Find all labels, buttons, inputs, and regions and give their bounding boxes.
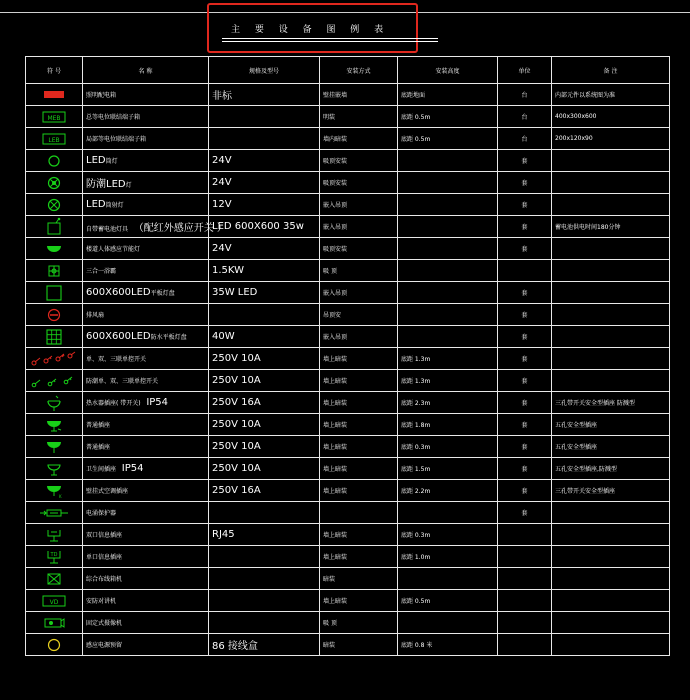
- device-remark: 五孔安全型插座: [552, 436, 670, 458]
- header-name: 名 称: [83, 57, 209, 84]
- device-remark: [552, 502, 670, 524]
- table-row: [26, 128, 670, 150]
- device-remark: [552, 370, 670, 392]
- header-row: [26, 57, 670, 84]
- device-name-text: 壁挂式空调插座: [86, 488, 129, 495]
- half-circle-icon: [26, 238, 83, 260]
- table-row: [26, 480, 670, 502]
- device-name-text: 防潮单、双、三联单控开关: [86, 378, 159, 385]
- device-spec-text: 12V: [212, 199, 232, 210]
- table-row: [26, 590, 670, 612]
- device-name-text: 单、双、三联单控开关: [86, 356, 147, 363]
- title-underline-double: [222, 41, 438, 42]
- device-mount: 吸顶安装: [320, 150, 398, 172]
- device-spec: [209, 370, 320, 392]
- device-unit: 台: [498, 84, 552, 106]
- device-mount: 暗装: [320, 634, 398, 656]
- device-name: [83, 194, 209, 216]
- device-spec: [209, 216, 320, 238]
- device-spec-text: 86 接线盒: [212, 641, 258, 652]
- device-mount: 吸 顶: [320, 260, 398, 282]
- device-unit: 套: [498, 304, 552, 326]
- device-spec-text: RJ45: [212, 529, 235, 540]
- device-height: [398, 216, 498, 238]
- device-name-text: 卫生间插座: [86, 466, 117, 473]
- device-spec: [209, 568, 320, 590]
- device-name: [83, 128, 209, 150]
- device-name-text: 600X600LED: [86, 331, 151, 342]
- device-spec: [209, 194, 320, 216]
- device-spec: [209, 524, 320, 546]
- svg-text:TD: TD: [50, 551, 58, 558]
- device-height: [398, 282, 498, 304]
- table-row: [26, 348, 670, 370]
- device-name-text: 自带蓄电池灯具: [86, 226, 129, 233]
- device-height: [398, 172, 498, 194]
- leb-box-icon: [26, 128, 83, 150]
- device-name-text: 热水器插座( 带开关): [86, 400, 141, 407]
- device-mount: 吸顶安装: [320, 172, 398, 194]
- device-name-suffix: 平板灯盘: [150, 290, 175, 297]
- device-spec: [209, 612, 320, 634]
- device-name-text: 600X600LED: [86, 287, 151, 298]
- device-name-text: 防潮LED: [86, 179, 126, 190]
- device-name-text: 楼道人体感应节能灯: [86, 246, 141, 253]
- device-mount: 暗装: [320, 568, 398, 590]
- circle-icon: [26, 150, 83, 172]
- title-underline: [222, 38, 438, 39]
- device-spec: [209, 348, 320, 370]
- device-mount: 吸顶安装: [320, 238, 398, 260]
- device-unit: 套: [498, 370, 552, 392]
- switch-green-icon: [26, 370, 83, 392]
- circle-x-icon: [26, 194, 83, 216]
- device-remark: [552, 524, 670, 546]
- device-spec-text: LED 600X600 35w: [212, 221, 304, 232]
- device-spec-text: 40W: [212, 331, 235, 342]
- device-name: [83, 238, 209, 260]
- table-row: [26, 370, 670, 392]
- table-row: [26, 194, 670, 216]
- device-spec: [209, 436, 320, 458]
- device-name: [83, 84, 209, 106]
- device-name: [83, 172, 209, 194]
- device-name-extra: IP54: [121, 463, 144, 474]
- device-mount: 墙上暗装: [320, 392, 398, 414]
- device-spec: [209, 634, 320, 656]
- device-remark: 400x300x600: [552, 106, 670, 128]
- device-remark: [552, 194, 670, 216]
- device-spec: [209, 106, 320, 128]
- device-unit: 套: [498, 216, 552, 238]
- device-unit: [498, 590, 552, 612]
- device-unit: [498, 260, 552, 282]
- device-spec: [209, 326, 320, 348]
- device-unit: 套: [498, 348, 552, 370]
- device-unit: 套: [498, 150, 552, 172]
- device-name-text: 单口信息插座: [86, 554, 123, 561]
- device-spec: [209, 172, 320, 194]
- device-name: [83, 326, 209, 348]
- device-mount: 墙上暗装: [320, 546, 398, 568]
- device-spec: [209, 238, 320, 260]
- device-mount: 壁挂嵌墙: [320, 84, 398, 106]
- device-name-text: LED: [86, 155, 106, 166]
- device-unit: 套: [498, 282, 552, 304]
- device-spec: [209, 502, 320, 524]
- svg-text:MEB: MEB: [47, 114, 61, 122]
- device-spec: [209, 260, 320, 282]
- device-remark: [552, 172, 670, 194]
- header-height: 安装高度: [398, 57, 498, 84]
- device-height: [398, 304, 498, 326]
- device-name-text: 普通插座: [86, 444, 111, 451]
- device-remark: 200x120x90: [552, 128, 670, 150]
- device-unit: 套: [498, 172, 552, 194]
- device-height: [398, 502, 498, 524]
- device-name-text: 安防对讲机: [86, 598, 117, 605]
- table-row: [26, 216, 670, 238]
- socket-outline-icon: [26, 458, 83, 480]
- table-row: [26, 106, 670, 128]
- table-row: [26, 282, 670, 304]
- device-spec-text: 1.5KW: [212, 265, 244, 276]
- device-mount: 墙上暗装: [320, 590, 398, 612]
- device-remark: [552, 238, 670, 260]
- device-name-suffix: 筒射灯: [105, 202, 124, 209]
- socket-icon: [26, 414, 83, 436]
- device-name-suffix: 筒灯: [105, 158, 118, 165]
- device-height: [398, 260, 498, 282]
- device-mount: 墙上暗装: [320, 458, 398, 480]
- device-height: [398, 150, 498, 172]
- header-unit: 单位: [498, 57, 552, 84]
- device-spec-text: 250V 10A: [212, 353, 261, 364]
- device-name: [83, 392, 209, 414]
- device-height: 底距 1.8m: [398, 414, 498, 436]
- device-name: [83, 634, 209, 656]
- device-name: [83, 458, 209, 480]
- device-height: 底距 0.3m: [398, 436, 498, 458]
- device-spec-text: 250V 16A: [212, 397, 261, 408]
- table-row: [26, 436, 670, 458]
- device-spec-text: 35W LED: [212, 287, 258, 298]
- socket-filled-icon: [26, 436, 83, 458]
- grid-panel-icon: [26, 326, 83, 348]
- device-spec-text: 250V 16A: [212, 485, 261, 496]
- device-spec-text: 250V 10A: [212, 375, 261, 386]
- device-name-text: 电涌保护器: [86, 510, 117, 517]
- device-unit: 套: [498, 480, 552, 502]
- device-spec-text: 24V: [212, 243, 232, 254]
- device-name: [83, 568, 209, 590]
- device-height: 底距 0.3m: [398, 524, 498, 546]
- table-row: [26, 260, 670, 282]
- device-unit: [498, 524, 552, 546]
- device-mount: 嵌入吊顶: [320, 282, 398, 304]
- device-remark: [552, 612, 670, 634]
- vd-box-icon: [26, 590, 83, 612]
- page-title: 主 要 设 备 图 例 表: [231, 25, 390, 35]
- device-height: 底距 2.3m: [398, 392, 498, 414]
- device-name: [83, 524, 209, 546]
- device-remark: 五孔安全型插座: [552, 414, 670, 436]
- table-row: [26, 568, 670, 590]
- device-spec: [209, 282, 320, 304]
- header-symbol: 符 号: [26, 57, 83, 84]
- device-unit: 套: [498, 414, 552, 436]
- device-name: [83, 436, 209, 458]
- device-name: [83, 348, 209, 370]
- device-mount: 墙上暗装: [320, 436, 398, 458]
- circle-x-dot-icon: [26, 172, 83, 194]
- device-spec-text: 24V: [212, 155, 232, 166]
- device-remark: 三孔带开关安全型插座: [552, 480, 670, 502]
- device-height: [398, 238, 498, 260]
- device-unit: 套: [498, 194, 552, 216]
- td-outlet-icon: [26, 546, 83, 568]
- device-unit: 套: [498, 392, 552, 414]
- socket-waterproof-icon: [26, 392, 83, 414]
- device-name: [83, 260, 209, 282]
- table-row: [26, 634, 670, 656]
- device-mount: 吸 顶: [320, 612, 398, 634]
- grid-box-icon: [26, 260, 83, 282]
- device-spec-text: 250V 10A: [212, 441, 261, 452]
- header-remark: 备 注: [552, 57, 670, 84]
- device-remark: [552, 348, 670, 370]
- device-remark: [552, 150, 670, 172]
- svg-text:LEB: LEB: [48, 136, 60, 144]
- device-spec: [209, 546, 320, 568]
- device-height: 底距 1.3m: [398, 370, 498, 392]
- device-remark: 内部元件以系统图为准: [552, 84, 670, 106]
- device-name-text: 总等电位联结端子箱: [86, 114, 141, 121]
- device-spec: [209, 84, 320, 106]
- table-row: [26, 150, 670, 172]
- red-bar-icon: [26, 84, 83, 106]
- data-outlet-icon: [26, 524, 83, 546]
- device-unit: 套: [498, 458, 552, 480]
- device-height: 底距 2.2m: [398, 480, 498, 502]
- device-spec: [209, 414, 320, 436]
- table-row: [26, 304, 670, 326]
- device-unit: [498, 634, 552, 656]
- device-name-suffix: 防水平板灯盘: [150, 334, 187, 341]
- device-height: 底距 0.5m: [398, 106, 498, 128]
- device-mount: 墙上暗装: [320, 370, 398, 392]
- device-height: 底距 1.5m: [398, 458, 498, 480]
- square-icon: [26, 282, 83, 304]
- protector-icon: [26, 502, 83, 524]
- device-remark: 三孔带开关安全型插座 防溅型: [552, 392, 670, 414]
- device-spec-text: 非标: [212, 91, 232, 102]
- device-name-text: 感应电源预留: [86, 642, 123, 649]
- table-row: [26, 502, 670, 524]
- device-spec: [209, 392, 320, 414]
- device-spec-text: 250V 10A: [212, 419, 261, 430]
- legend-table: [25, 56, 670, 656]
- device-mount: 墙上暗装: [320, 524, 398, 546]
- device-height: [398, 326, 498, 348]
- device-name: [83, 216, 227, 238]
- device-spec: [209, 304, 320, 326]
- device-name-text: 双口信息插座: [86, 532, 123, 539]
- device-name-text: 三合一浴霸: [86, 268, 117, 275]
- device-height: 底距 0.5m: [398, 128, 498, 150]
- svg-text:K: K: [59, 493, 62, 499]
- device-spec-text: 250V 10A: [212, 463, 261, 474]
- device-height: [398, 612, 498, 634]
- device-unit: 台: [498, 106, 552, 128]
- device-remark: [552, 304, 670, 326]
- device-remark: [552, 590, 670, 612]
- device-name: [83, 546, 209, 568]
- device-mount: 墙上暗装: [320, 414, 398, 436]
- emergency-light-icon: [26, 216, 83, 238]
- device-name: [83, 106, 209, 128]
- device-name-text: LED: [86, 199, 106, 210]
- device-mount: [320, 502, 398, 524]
- device-mount: 墙上暗装: [320, 480, 398, 502]
- device-remark: 蓄电池供电时间180分钟: [552, 216, 670, 238]
- device-unit: [498, 612, 552, 634]
- device-mount: 墙内暗装: [320, 128, 398, 150]
- device-name-suffix: 灯: [125, 182, 132, 189]
- device-name-text: 普通插座: [86, 422, 111, 429]
- device-mount: 嵌入吊顶: [320, 216, 398, 238]
- table-row: [26, 524, 670, 546]
- device-name-extra: （配红外感应开关 ）: [133, 223, 227, 234]
- table-row: [26, 546, 670, 568]
- table-row: [26, 392, 670, 414]
- device-unit: 套: [498, 436, 552, 458]
- switch-red-icon: [26, 348, 83, 370]
- device-height: 底距地面: [398, 84, 498, 106]
- device-spec-text: 24V: [212, 177, 232, 188]
- device-height: 底距 0.8 米: [398, 634, 498, 656]
- device-height: 底距 0.5m: [398, 590, 498, 612]
- table-row: [26, 326, 670, 348]
- device-name-text: 局部等电位联结端子箱: [86, 136, 147, 143]
- device-name: [83, 612, 209, 634]
- device-name-text: 固定式摄像机: [86, 620, 123, 627]
- device-spec: [209, 150, 320, 172]
- device-unit: 套: [498, 502, 552, 524]
- device-remark: 五孔安全型插座,防溅型: [552, 458, 670, 480]
- yellow-circle-icon: [26, 634, 83, 656]
- device-unit: 套: [498, 326, 552, 348]
- device-spec: [209, 590, 320, 612]
- device-height: [398, 568, 498, 590]
- device-name: [83, 304, 209, 326]
- device-mount: 嵌入吊顶: [320, 326, 398, 348]
- svg-text:VD: VD: [49, 598, 59, 606]
- device-mount: 嵌入吊顶: [320, 194, 398, 216]
- device-spec: [209, 458, 320, 480]
- meb-box-icon: [26, 106, 83, 128]
- socket-ac-icon: [26, 480, 83, 502]
- device-unit: 套: [498, 238, 552, 260]
- device-name: [83, 150, 209, 172]
- device-remark: [552, 282, 670, 304]
- device-name: [83, 480, 209, 502]
- device-height: 底距 1.3m: [398, 348, 498, 370]
- table-row: [26, 612, 670, 634]
- device-remark: [552, 326, 670, 348]
- header-mount: 安装方式: [320, 57, 398, 84]
- device-unit: [498, 546, 552, 568]
- device-unit: 台: [498, 128, 552, 150]
- table-row: [26, 84, 670, 106]
- device-remark: [552, 568, 670, 590]
- device-remark: [552, 260, 670, 282]
- device-mount: 明装: [320, 106, 398, 128]
- header-spec: 规格及型号: [209, 57, 320, 84]
- device-height: [398, 194, 498, 216]
- media-box-icon: [26, 568, 83, 590]
- device-name-text: 综合布线箱机: [86, 576, 123, 583]
- device-name-text: 照明配电箱: [86, 92, 117, 99]
- device-name: [83, 282, 209, 304]
- device-name: [83, 414, 209, 436]
- table-row: [26, 458, 670, 480]
- device-name: [83, 590, 209, 612]
- device-spec: [209, 480, 320, 502]
- table-row: [26, 238, 670, 260]
- camera-icon: [26, 612, 83, 634]
- device-unit: [498, 568, 552, 590]
- device-remark: [552, 546, 670, 568]
- device-remark: [552, 634, 670, 656]
- table-row: [26, 414, 670, 436]
- device-name-extra: IP54: [146, 397, 169, 408]
- device-spec: [209, 128, 320, 150]
- device-name: [83, 370, 209, 392]
- device-mount: 墙上暗装: [320, 348, 398, 370]
- device-name-text: 排风扇: [86, 312, 105, 319]
- fan-icon: [26, 304, 83, 326]
- device-height: 底距 1.0m: [398, 546, 498, 568]
- table-row: [26, 172, 670, 194]
- device-mount: 吊顶安: [320, 304, 398, 326]
- device-name: [83, 502, 209, 524]
